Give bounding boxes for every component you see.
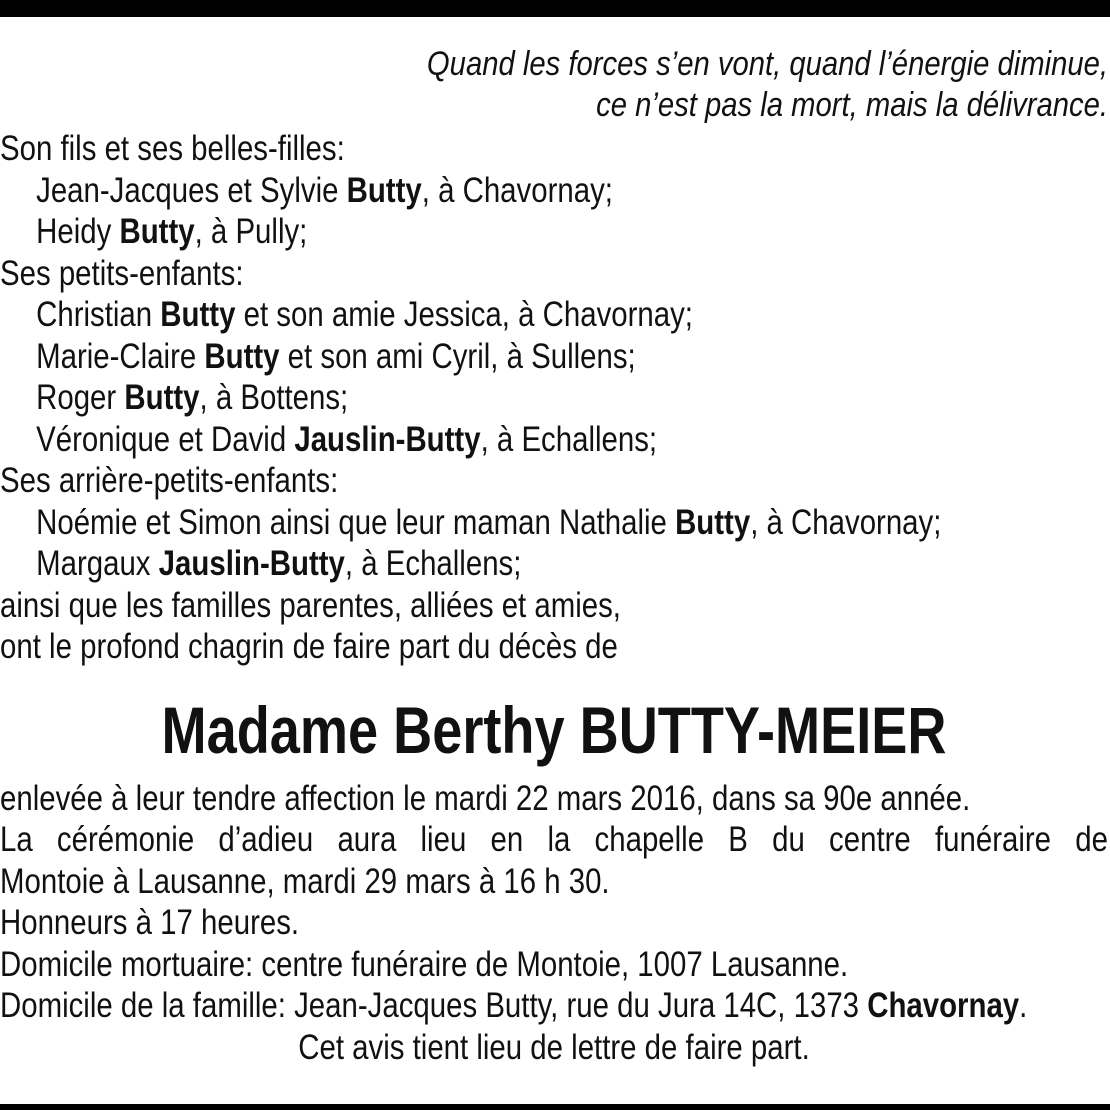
closing-line: Cet avis tient lieu de lettre de faire part.: [298, 1027, 810, 1067]
member-given-names: Marie-Claire: [36, 336, 205, 376]
top-border-rule: [0, 0, 1110, 17]
epigraph: [155, 44, 1108, 126]
family-home-address: Domicile de la famille: Jean-Jacques Butty, rue du Jura 14C, 1373: [0, 986, 868, 1025]
member-surname: Butty: [124, 378, 200, 417]
member-location: , à Chavornay;: [421, 170, 613, 210]
member-location: , à Pully;: [194, 212, 308, 251]
grandchildren-heading: Ses petits-enfants:: [0, 253, 244, 293]
member-given-names: Roger: [36, 378, 125, 417]
member-surname: Jauslin-Butty: [158, 544, 345, 583]
member-surname: Butty: [119, 212, 195, 251]
family-member-line: [0, 170, 1108, 212]
passing-line: enlevée à leur tendre affection le mardi 22 mars 2016, dans sa 90e année.: [0, 778, 971, 818]
epigraph-line-1: Quand les forces s’en vont, quand l’énergie diminue,: [426, 45, 1109, 83]
bottom-border-rule: [0, 1104, 1110, 1110]
member-given-names: Heidy: [36, 212, 120, 251]
funeral-details: [0, 778, 1108, 1027]
announcement-line: ont le profond chagrin de faire part du décès de: [0, 627, 618, 666]
member-location: et son ami Cyril, à Sullens;: [279, 336, 636, 376]
family-member-line: [0, 294, 1108, 336]
mortuary-line: Domicile mortuaire: centre funéraire de Montoie, 1007 Lausanne.: [0, 944, 849, 984]
member-given-names: Véronique et David: [36, 419, 295, 459]
family-home-period: .: [1019, 986, 1028, 1025]
member-location: , à Echallens;: [344, 544, 522, 583]
member-given-names: Jean-Jacques et Sylvie: [36, 170, 347, 210]
member-location: et son amie Jessica, à Chavornay;: [235, 295, 693, 334]
ceremony-line-1: La cérémonie d’adieu aura lieu en la chapelle B du centre funéraire de: [0, 820, 1108, 859]
family-member-line: [0, 543, 1108, 585]
family-list: [0, 128, 1108, 668]
family-member-line: [0, 419, 1108, 461]
relatives-line: ainsi que les familles parentes, alliées et amies,: [0, 585, 621, 625]
great-grandchildren-heading: Ses arrière-petits-enfants:: [0, 461, 339, 500]
member-surname: Jauslin-Butty: [294, 419, 481, 459]
member-surname: Butty: [204, 336, 280, 376]
member-given-names: Noémie et Simon ainsi que leur maman Nathalie: [36, 502, 676, 542]
family-member-line: [0, 336, 1108, 378]
family-member-line: [0, 211, 1108, 253]
member-given-names: Margaux: [36, 544, 159, 583]
family-member-line: [0, 377, 1108, 419]
member-surname: Butty: [346, 170, 422, 210]
ceremony-line-2: Montoie à Lausanne, mardi 29 mars à 16 h 30.: [0, 861, 610, 901]
epigraph-line-2: ce n’est pas la mort, mais la délivrance.: [596, 86, 1108, 124]
member-location: , à Chavornay;: [750, 502, 942, 542]
children-heading: Son fils et ses belles-filles:: [0, 129, 345, 168]
honours-line: Honneurs à 17 heures.: [0, 903, 300, 942]
member-location: , à Bottens;: [199, 378, 349, 417]
family-home-town: Chavornay: [867, 986, 1020, 1025]
family-home-line: [0, 985, 1108, 1027]
member-surname: Butty: [160, 295, 236, 334]
member-surname: Butty: [675, 502, 751, 542]
obituary-notice: [0, 44, 1108, 1068]
family-member-line: [0, 502, 1108, 544]
deceased-name: Madame Berthy BUTTY-MEIER: [161, 692, 947, 767]
member-given-names: Christian: [36, 295, 161, 334]
member-location: , à Echallens;: [480, 419, 658, 459]
